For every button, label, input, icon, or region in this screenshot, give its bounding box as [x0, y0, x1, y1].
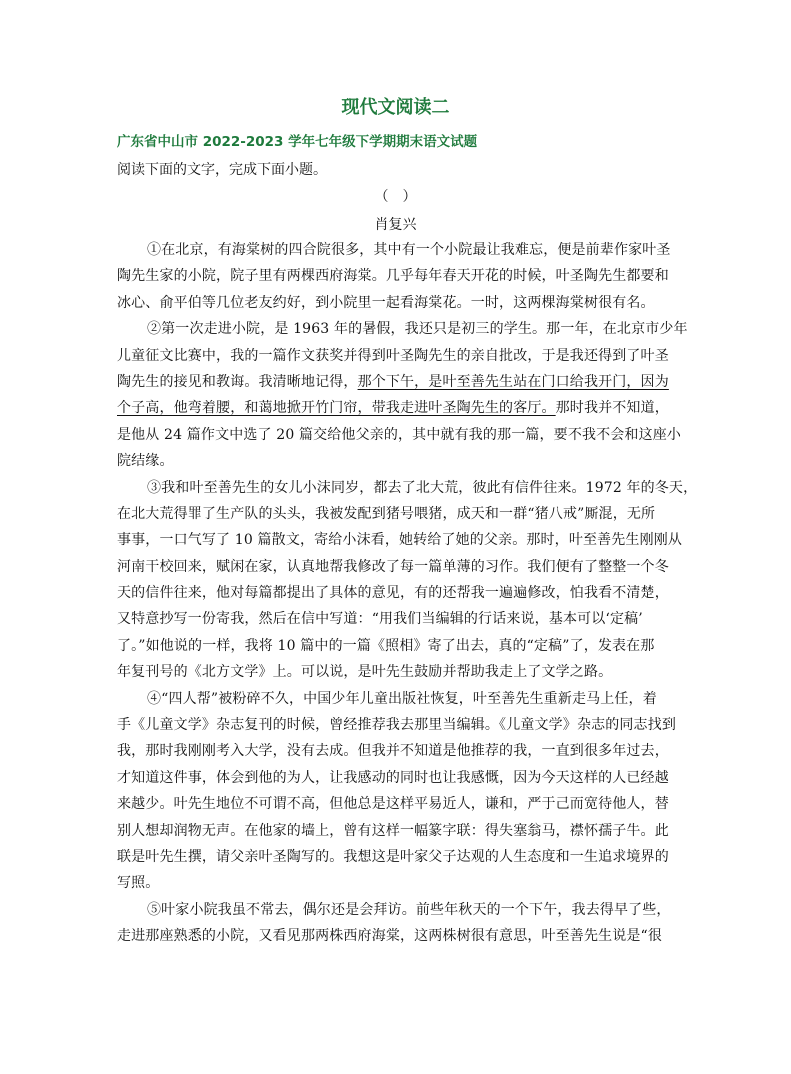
text-segment: 在北大荒得罪了生产队的头头，我被发配到猪号喂猪，成天和一群“猪八戒”厮混，无所 [117, 505, 656, 522]
passage-line [117, 686, 677, 712]
passage-body [117, 237, 698, 950]
text-segment: 了。”如他说的一样，我将 10 篇中的一篇《照相》寄了出去，真的“定稿”了，发表在那 [117, 637, 655, 654]
passage-line [117, 818, 677, 844]
passage-line [117, 712, 677, 738]
text-segment: 陶先生的接见和教诲。我清晰地记得， [117, 373, 358, 390]
text-segment: ⑤叶家小院我虽不常去，偶尔还是会拜访。前些年秋天的一个下午，我去得早了些， [147, 901, 671, 918]
passage-line [117, 923, 677, 949]
passage-line [117, 527, 683, 553]
text-segment: 儿童征文比赛中，我的一篇作文获奖并得到叶圣陶先生的亲自批改，于是我还得到了叶圣 [117, 347, 669, 364]
passage-line [117, 738, 677, 764]
text-segment: 院结缘。 [117, 453, 174, 470]
instruction-text: 阅读下面的文字，完成下面小题。 [117, 162, 327, 178]
text-segment: 是他从 24 篇作文中选了 20 篇交给他父亲的，其中就有我的那一篇，要不我不会和这座小 [117, 426, 682, 443]
exam-source: 广东省中山市 2022-2023 学年七年级下学期期末语文试题 [117, 134, 478, 150]
passage-line [117, 237, 677, 263]
passage-line [117, 448, 677, 474]
text-segment: 联是叶先生撰，请父亲叶圣陶写的。我想这是叶家父子达观的人生态度和一生追求境界的 [117, 848, 669, 865]
text-segment: 天的信件往来，他对每篇都提出了具体的意见，有的还帮我一遍遍修改，怕我看不清楚， [117, 585, 669, 602]
underlined-sentence: 那个下午，是叶至善先生站在门口给我开门，因为 [357, 373, 669, 390]
passage-line [117, 395, 677, 421]
text-segment: 才知道这件事，体会到他的为人，让我感动的同时也让我感慨，因为今天这样的人已经越 [117, 769, 669, 786]
passage-line [117, 791, 677, 817]
text-segment: 河南干校回来，赋闲在家，认真地帮我修改了每一篇单薄的习作。我们便有了整整一个冬 [117, 558, 669, 575]
passage-line [117, 897, 677, 923]
passage-line [117, 501, 677, 527]
text-segment: 别人想却润物无声。在他家的墙上，曾有这样一幅篆字联：得失塞翁马，襟怀孺子牛。此 [117, 822, 669, 839]
text-segment: 那时我并不知道， [555, 400, 669, 417]
passage-line [117, 580, 677, 606]
text-segment: 冰心、俞平伯等几位老友约好，到小院里一起看海棠花。一时，这两棵海棠树很有名。 [117, 294, 655, 311]
page-title: 现代文阅读二 [341, 97, 450, 118]
passage-line [117, 844, 677, 870]
text-segment: 手《儿童文学》杂志复刊的时候，曾经推荐我去那里当编辑。《儿童文学》杂志的同志找到 [117, 717, 676, 734]
passage-line [117, 422, 682, 448]
passage-author: 肖复兴 [374, 217, 417, 233]
passage-line [117, 343, 677, 369]
passage-line [117, 475, 698, 501]
passage-line [117, 765, 677, 791]
passage-line [117, 554, 677, 580]
text-segment: 走进那座熟悉的小院，又看见那两株西府海棠，这两株树很有意思，叶至善先生说是“很 [117, 928, 663, 945]
text-segment: 我，那时我刚刚考入大学，没有去成。但我并不知道是他推荐的我，一直到很多年过去， [117, 743, 669, 760]
passage-line [117, 290, 677, 316]
passage-line [117, 606, 677, 632]
text-segment: ④“四人帮”被粉碎不久，中国少年儿童出版社恢复，叶至善先生重新走马上任，着 [147, 690, 657, 707]
underlined-sentence: 个子高，他弯着腰，和蔼地掀开竹门帘，带我走进叶圣陶先生的客厅。 [117, 400, 556, 417]
passage-line [117, 659, 677, 685]
text-segment: ①在北京，有海棠树的四合院很多，其中有一个小院最让我难忘，便是前辈作家叶圣 [147, 242, 671, 258]
text-segment: 年复刊号的《北方文学》上。可以说，是叶先生鼓励并帮助我走上了文学之路。 [117, 664, 613, 681]
passage-line [117, 369, 677, 395]
text-segment: ③我和叶至善先生的女儿小沫同岁，都去了北大荒，彼此有信件往来。1972 年的冬天， [147, 479, 698, 496]
text-segment: 又特意抄写一份寄我，然后在信中写道：“用我们当编辑的行话来说，基本可以‘定稿’ [117, 611, 643, 628]
text-segment: 事事，一口气写了 10 篇散文，寄给小沫看，她转给了她的父亲。那时，叶至善先生刚刚从 [117, 532, 683, 549]
passage-title-blank: （ ） [374, 189, 417, 205]
text-segment: 写照。 [117, 875, 160, 892]
text-segment: 来越少。叶先生地位不可谓不高，但他总是这样平易近人，谦和，严于己而宽待他人，替 [117, 796, 669, 813]
passage-line [117, 633, 677, 659]
text-segment: 陶先生家的小院，院子里有两棵西府海棠。几乎每年春天开花的时候，叶圣陶先生都要和 [117, 268, 669, 285]
passage-line [117, 316, 688, 342]
passage-line [117, 263, 677, 289]
text-segment: ②第一次走进小院，是 1963 年的暑假，我还只是初三的学生。那一年，在北京市少年 [147, 321, 688, 338]
passage-line [117, 870, 677, 896]
